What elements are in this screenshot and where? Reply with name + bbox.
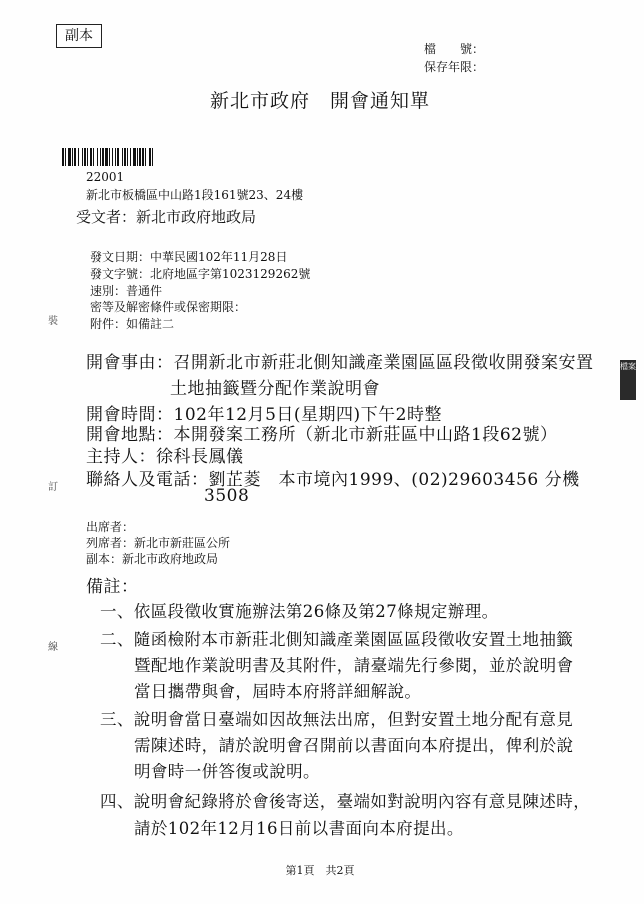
attendees: 出席者： bbox=[86, 520, 135, 534]
contact-person: 聯絡人及電話：劉芷菱 本市境內1999、(02)29603456 分機 bbox=[86, 470, 580, 490]
barcode bbox=[62, 148, 222, 166]
note-item: 四、說明會紀錄將於會後寄送，臺端如對說明內容有意見陳述時， bbox=[100, 792, 591, 811]
recipient: 受文者：新北市政府地政局 bbox=[76, 208, 257, 226]
page-number: 第1頁 共2頁 bbox=[285, 864, 355, 877]
document-title: 新北市政府 開會通知單 bbox=[209, 90, 430, 112]
dispatch-date: 發文日期：中華民國102年11月28日 bbox=[90, 250, 288, 264]
contact-extension: 3508 bbox=[204, 486, 250, 506]
dispatch-speed: 速別：普通件 bbox=[90, 284, 163, 298]
note-item-cont: 明會時一併答復或說明。 bbox=[134, 762, 320, 781]
binding-mark: 線 bbox=[48, 642, 58, 653]
address: 新北市板橋區中山路1段161號23、24樓 bbox=[86, 188, 304, 202]
copy-stamp: 副本 bbox=[56, 24, 102, 48]
dispatch-number: 發文字號：北府地區字第1023129262號 bbox=[90, 267, 311, 281]
note-item: 一、依區段徵收實施辦法第26條及第27條規定辦理。 bbox=[100, 602, 499, 621]
postal-code: 22001 bbox=[86, 170, 125, 184]
security-level: 密等及解密條件或保密期限： bbox=[90, 300, 247, 314]
note-item-cont: 當日攜帶與會，屆時本府將詳細解說。 bbox=[134, 682, 422, 701]
note-item-cont: 需陳述時，請於說明會召開前以書面向本府提出，俾利於說 bbox=[134, 736, 574, 755]
meeting-place: 開會地點：本開發案工務所（新北市新莊區中山路1段62號） bbox=[86, 425, 558, 445]
meeting-time: 開會時間：102年12月5日(星期四)下午2時整 bbox=[86, 405, 442, 425]
archive-stamp: 檔案局 bbox=[620, 360, 636, 400]
note-item-cont: 請於102年12月16日前以書面向本府提出。 bbox=[134, 819, 464, 838]
cc-recipient: 副本：新北市政府地政局 bbox=[86, 552, 219, 566]
binding-mark: 訂 bbox=[48, 482, 58, 493]
binding-mark: 裝 bbox=[48, 316, 58, 327]
notes-heading: 備註： bbox=[86, 577, 139, 597]
observers: 列席者：新北市新莊區公所 bbox=[86, 536, 231, 550]
retention-label: 保存年限： bbox=[424, 60, 485, 74]
note-item: 二、隨函檢附本市新莊北側知識產業園區區段徵收安置土地抽籤 bbox=[100, 630, 574, 649]
note-item-cont: 暨配地作業說明書及其附件，請臺端先行參閱，並於說明會 bbox=[134, 656, 574, 675]
file-number-label: 檔 號： bbox=[424, 42, 485, 56]
meeting-subject: 開會事由：召開新北市新莊北側知識產業園區區段徵收開發案安置 bbox=[86, 353, 594, 373]
attachment: 附件：如備註二 bbox=[90, 317, 175, 331]
note-item: 三、說明會當日臺端如因故無法出席，但對安置土地分配有意見 bbox=[100, 710, 574, 729]
meeting-host: 主持人：徐科長鳳儀 bbox=[86, 447, 244, 467]
meeting-subject-cont: 土地抽籤暨分配作業說明會 bbox=[170, 379, 380, 399]
